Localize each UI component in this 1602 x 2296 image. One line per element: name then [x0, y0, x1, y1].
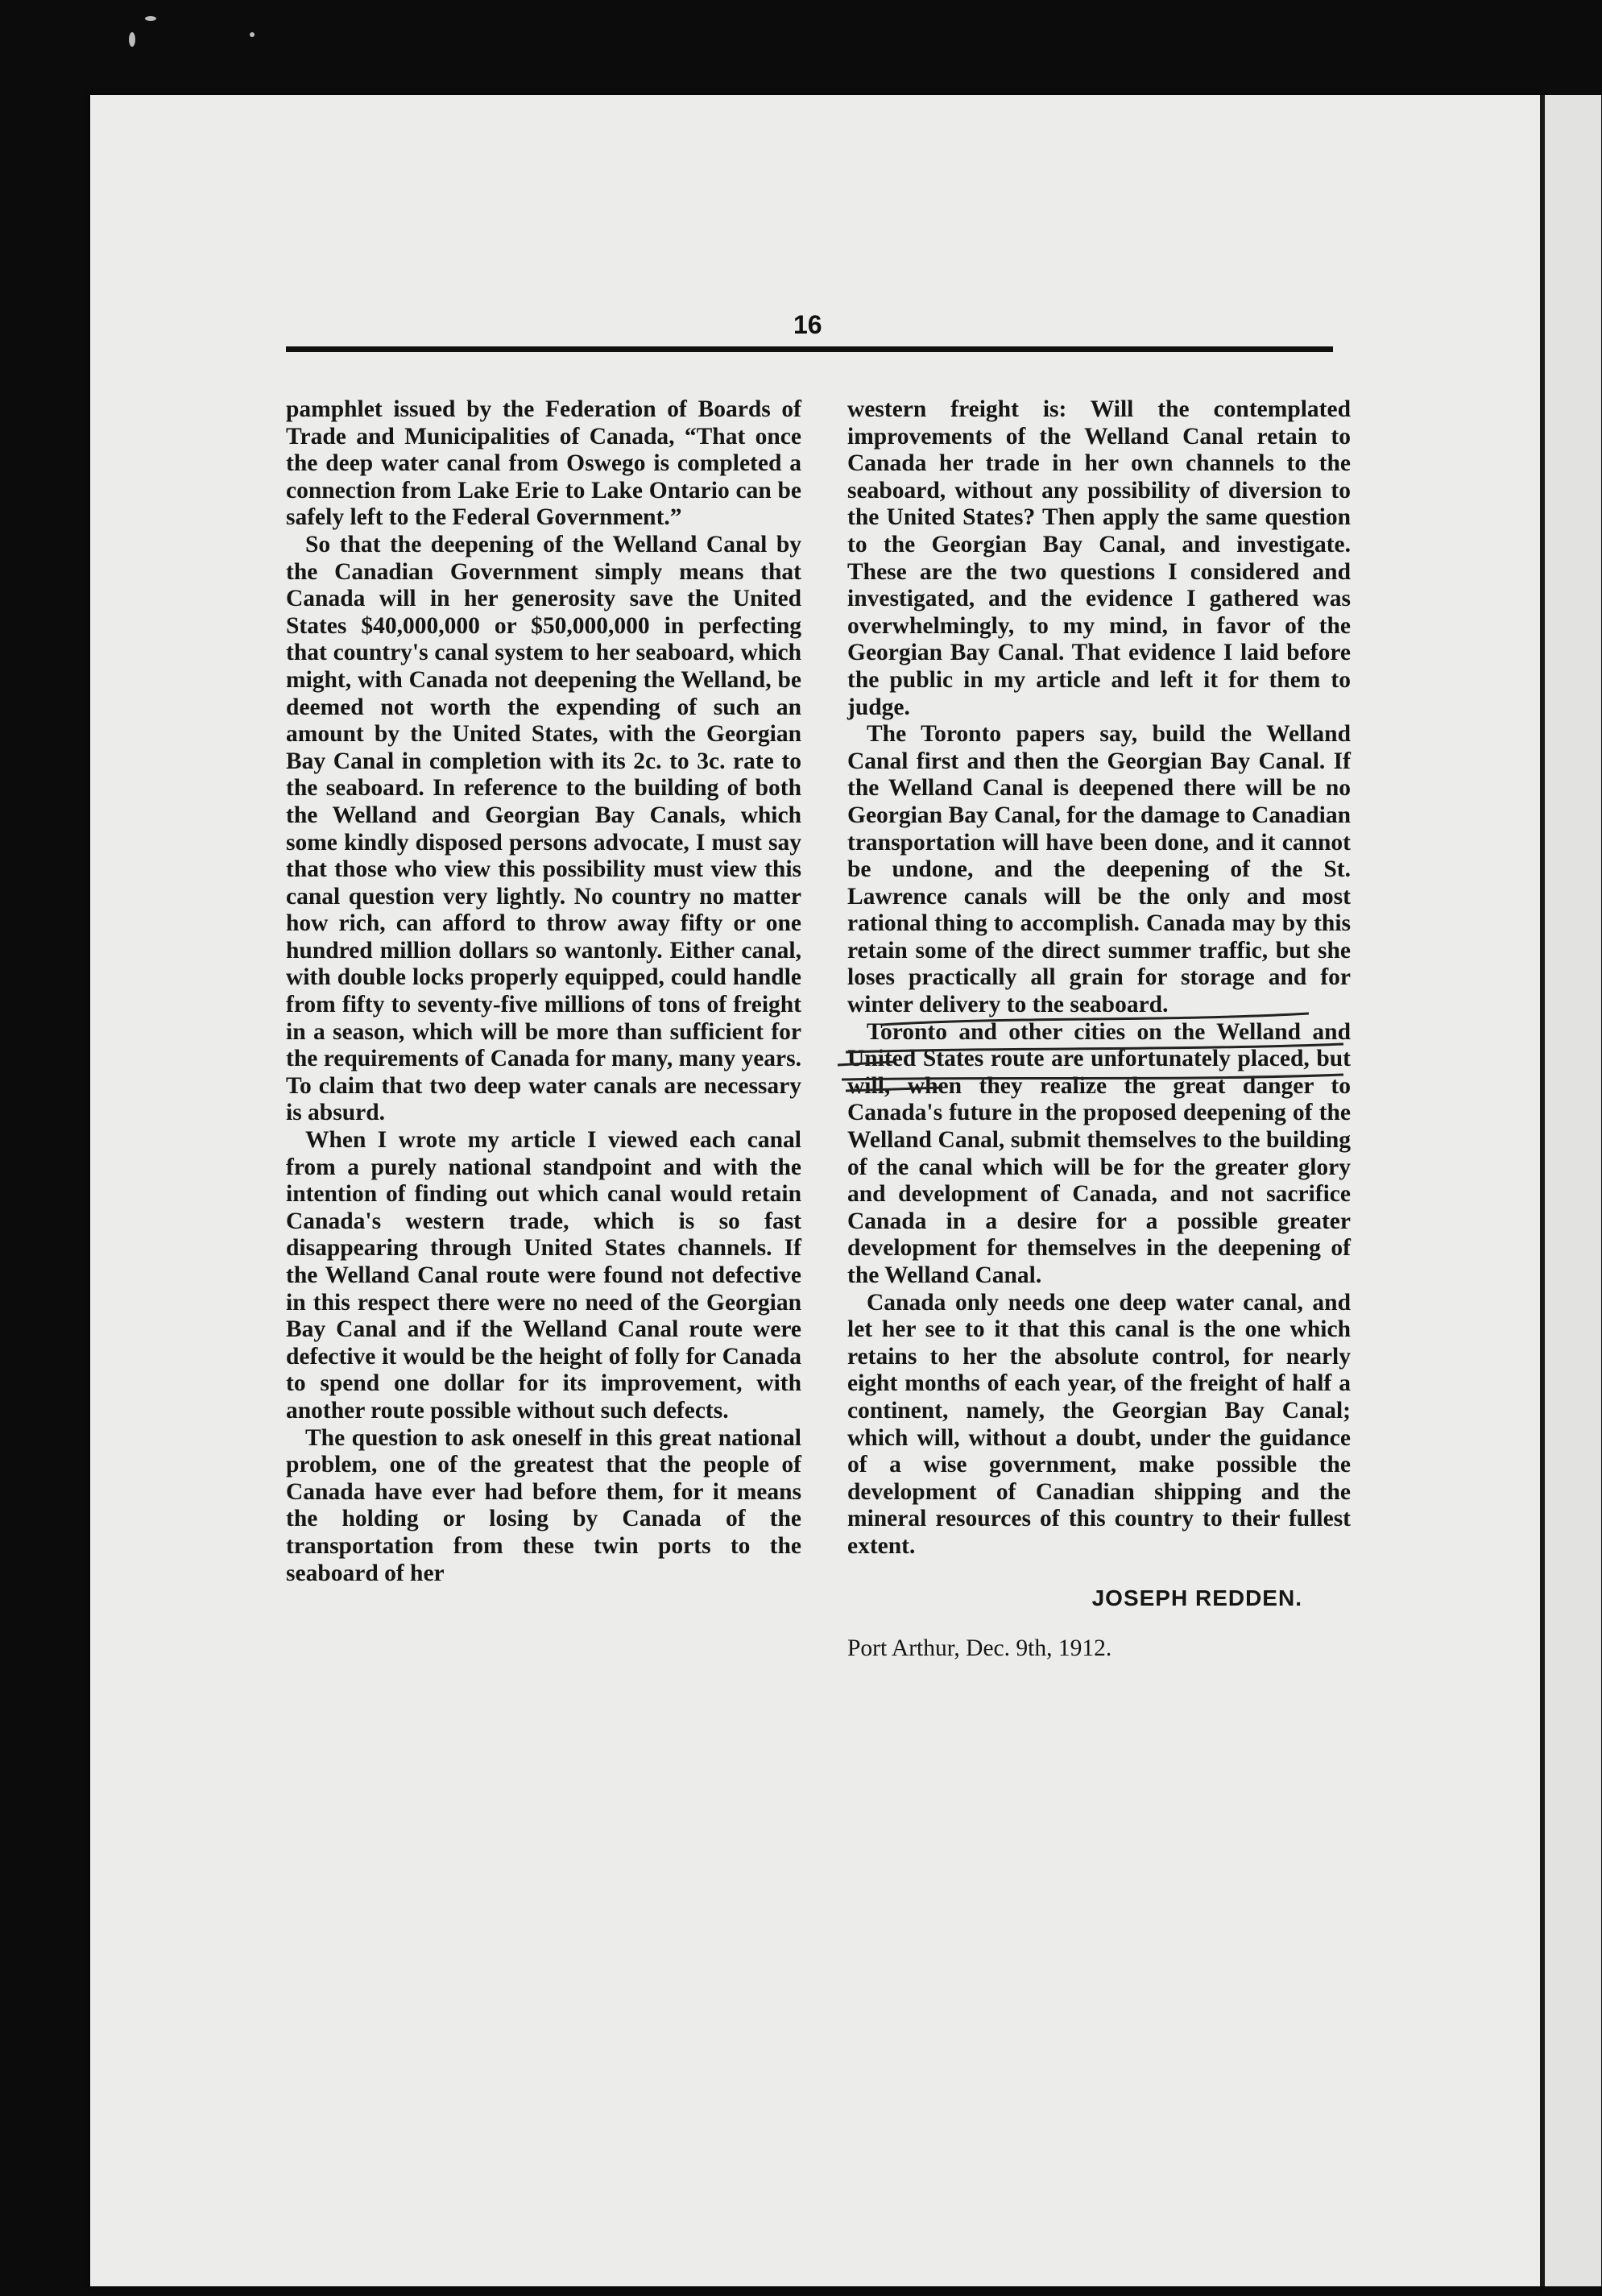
left-column: [286, 396, 801, 1587]
paragraph: The Toronto papers say, build the Welland Canal first and then the Georgian Bay Canal. If the Welland Canal is deepened there will be no Georgian Bay Canal, for the damage to Canadian transportation will have been done, and it cannot be undone, and the deepening of the St. Lawrence canals will be the only and most rational thing to accomplish. Canada may by this retain some of the direct summer traffic, but she loses practically all grain for storage and for winter delivery to the seaboard.: [847, 721, 1351, 1018]
paragraph: The question to ask oneself in this great national problem, one of the greatest that the people of Canada have ever had before them, for it means the holding or losing by Canada of the transportation from these twin ports to the seaboard of her: [286, 1424, 801, 1586]
paragraph: western freight is: Will the contemplated improvements of the Welland Canal retain to Canada her trade in her own channels to the seaboard, without any possibility of diversion to the United States? Then apply the same question to the Georgian Bay Canal, and investigate. These are the two questions I considered and investigated, and the evidence I gathered was overwhelmingly, to my mind, in favor of the Georgian Bay Canal. That evidence I laid before the public in my article and left it for them to judge.: [847, 396, 1351, 720]
paragraph: Toronto and other cities on the Welland and United States route are unfortunately placed, but will, when they realize the great danger to Canada's future in the proposed deepening of the Welland Canal, submit themselves to the building of the canal which will be for the greater glory and development of Canada, and not sacrifice Canada in a desire for a possible greater development for themselves in the deepening of the Welland Canal.: [847, 1018, 1351, 1288]
paragraph: When I wrote my article I viewed each canal from a purely national standpoint and with the intention of finding out which canal would retain Canada's western trade, which is so fast disappearing through United States channels. If the Welland Canal route were found not defective in this respect there were no need of the Georgian Bay Canal and if the Welland Canal route were defective it would be the height of folly for Canada to spend one dollar for its improvement, with another route possible without such defects.: [286, 1127, 801, 1424]
header-rule: [286, 346, 1333, 352]
author-signature: JOSEPH REDDEN.: [1091, 1585, 1302, 1610]
dateline: Port Arthur, Dec. 9th, 1912.: [847, 1635, 1112, 1662]
paragraph: Canada only needs one deep water canal, and let her see to it that this canal is the one which retains to her the absolute control, for nearly eight months of each year, of the freight of half a continent, namely, the Georgian Bay Canal; which will, without a doubt, under the guidance of a wise government, make possible the development of Canadian shipping and the mineral resources of this country to their fullest extent.: [847, 1289, 1351, 1559]
facing-page-edge: [1540, 95, 1601, 2286]
scan-speck: [129, 32, 135, 47]
page-number: 16: [793, 310, 822, 339]
scan-speck: [250, 32, 255, 37]
right-column: [847, 396, 1351, 1663]
paragraph: pamphlet issued by the Federation of Boards of Trade and Municipalities of Canada, “That once the deep water canal from Oswego is completed a connection from Lake Erie to Lake Ontario can be safely left to the Federal Government.”: [286, 396, 801, 531]
scan-speck: [145, 16, 156, 21]
paragraph: So that the deepening of the Welland Canal by the Canadian Government simply means that Canada will in her generosity save the United States $40,000,000 or $50,000,000 in perfecting that country's canal system to her seaboard, which might, with Canada not deepening the Welland, be deemed not worth the expending of such an amount by the United States, with the Georgian Bay Canal in completion with its 2c. to 3c. rate to the seaboard. In reference to the building of both the Welland and Georgian Bay Canals, which some kindly disposed persons advocate, I must say that those who view this possibility must view this canal question very lightly. No country no matter how rich, can afford to throw away fifty or one hundred million dollars so wantonly. Either canal, with double locks properly equipped, could handle from fifty to seventy-five millions of tons of freight in a season, which will be more than sufficient for the requirements of Canada for many, many years. To claim that two deep water canals are necessary is absurd.: [286, 531, 801, 1126]
